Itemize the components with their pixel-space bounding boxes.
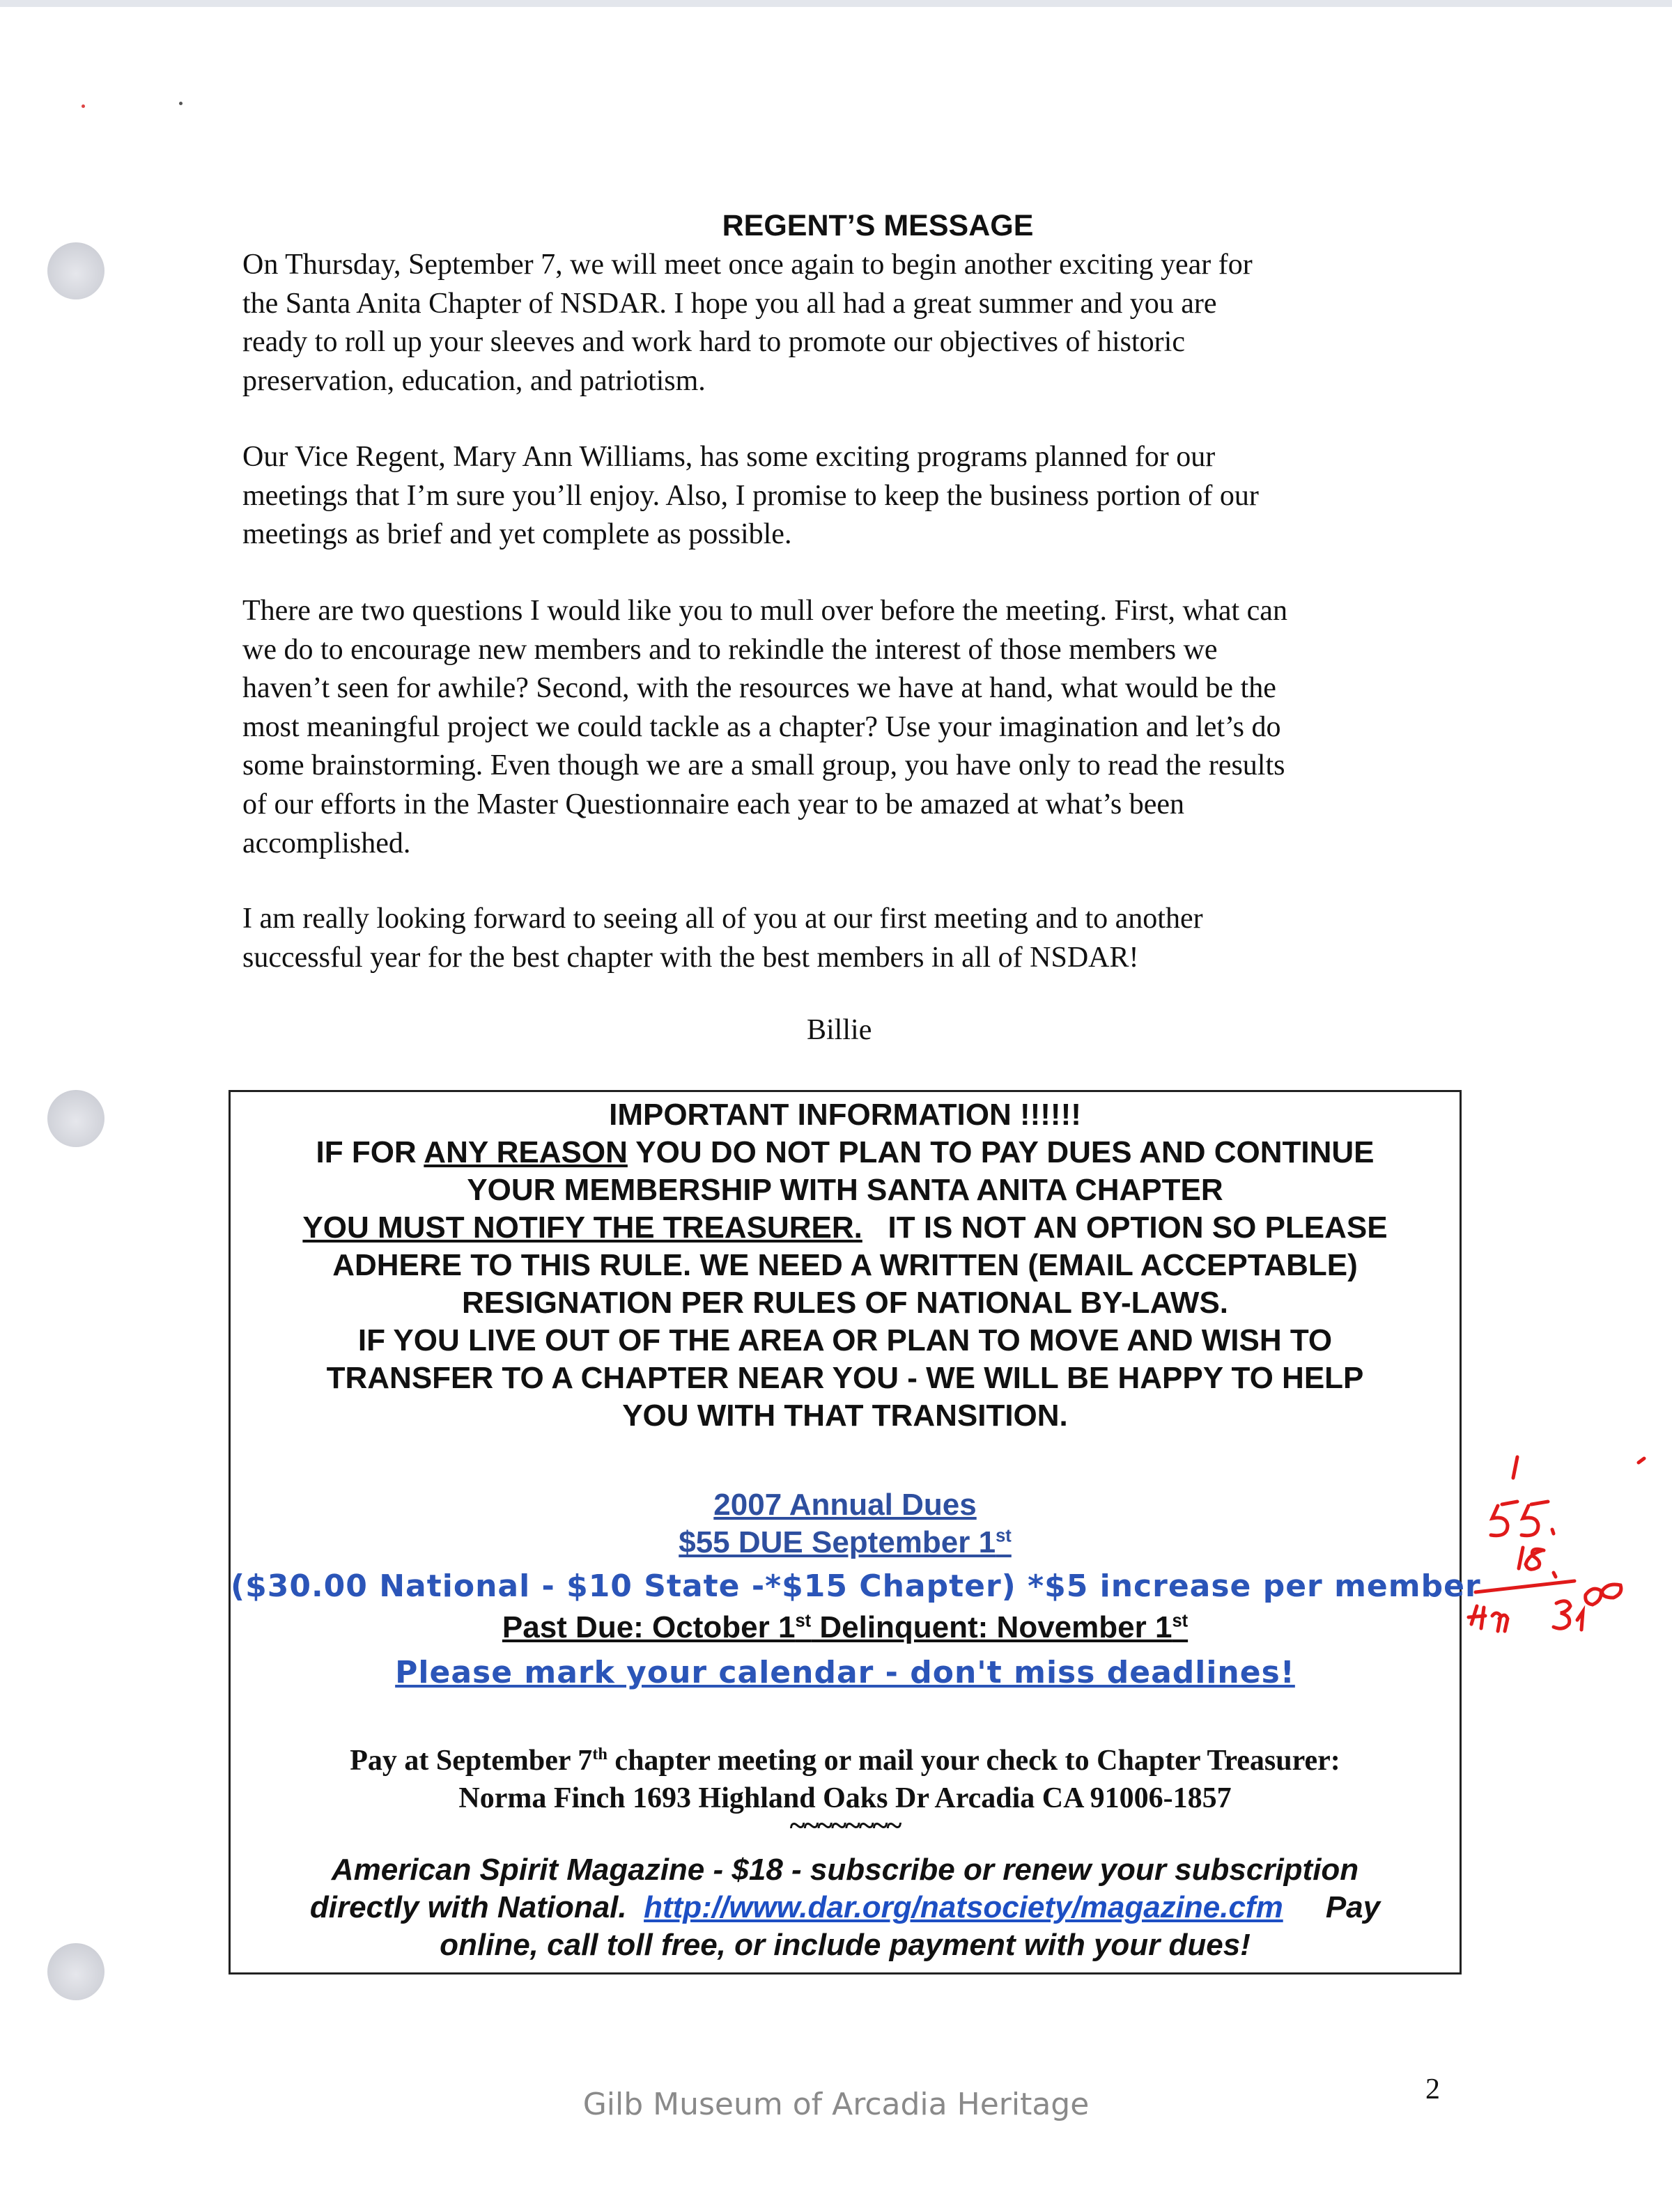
paragraph-4 [242, 900, 1455, 977]
due-text: $55 DUE September 1 [679, 1525, 996, 1559]
magazine-text: Pay [1283, 1890, 1381, 1924]
box-line: IF YOU LIVE OUT OF THE AREA OR PLAN TO MOVE AND WISH TO [357, 1323, 1333, 1357]
punch-hole-middle [47, 1090, 104, 1147]
signature: Billie [807, 1014, 872, 1046]
text-line: successful year for the best chapter with the best members in all of NSDAR! [242, 941, 1139, 974]
box-heading: IMPORTANT INFORMATION !!!!!! [609, 1098, 1081, 1132]
pay-instructions [231, 1744, 1460, 1777]
punch-hole-top [47, 242, 104, 299]
pay-text: chapter meeting or mail your check to Chapter Treasurer: [607, 1745, 1340, 1777]
page-title: REGENT’S MESSAGE [722, 209, 1034, 242]
punch-hole-bottom [47, 1943, 104, 2000]
important-info-box [229, 1090, 1481, 1975]
box-line: YOU WITH THAT TRANSITION. [622, 1399, 1068, 1433]
ordinal-suffix: st [795, 1611, 812, 1631]
magazine-text: directly with National. [309, 1890, 644, 1924]
text-line: most meaningful project we could tackle as a chapter? Use your imagination and let’s do [242, 710, 1281, 743]
text-line: Our Vice Regent, Mary Ann Williams, has some exciting programs planned for our [242, 441, 1216, 473]
box-text: IF FOR [316, 1135, 424, 1169]
treasurer-address: Norma Finch 1693 Highland Oaks Dr Arcadia CA 91006-1857 [458, 1782, 1232, 1814]
notify-treasurer-text: YOU MUST NOTIFY THE TREASURER. [302, 1210, 862, 1245]
page-number: 2 [1425, 2073, 1440, 2105]
ordinal-suffix: st [996, 1526, 1012, 1546]
scan-speck [82, 104, 85, 108]
magazine-line: online, call toll free, or include payment with your dues! [440, 1928, 1251, 1962]
pay-text: Pay at September 7 [350, 1745, 593, 1777]
dues-title: 2007 Annual Dues [713, 1488, 977, 1522]
delinquent-text: Delinquent: November 1 [811, 1610, 1172, 1644]
separator: ~~~~~~~~ [789, 1810, 901, 1842]
box-line: YOUR MEMBERSHIP WITH SANTA ANITA CHAPTER [467, 1173, 1223, 1207]
handwritten-annotation [1456, 1449, 1665, 1672]
text-line: There are two questions I would like you to mull over before the meeting. First, what can [242, 595, 1287, 627]
magazine-link[interactable]: http://www.dar.org/natsociety/magazine.cfm [644, 1890, 1283, 1924]
box-line: RESIGNATION PER RULES OF NATIONAL BY-LAWS. [461, 1286, 1229, 1320]
text-line: On Thursday, September 7, we will meet once again to begin another exciting year for [242, 249, 1253, 281]
scan-speck [179, 102, 183, 105]
text-line: of our efforts in the Master Questionnaire each year to be amazed at what’s been [242, 788, 1185, 820]
dues-breakdown: ($30.00 National - $10 State -*$15 Chapter) *$5 increase per member [231, 1568, 1481, 1604]
paragraph-3 [242, 592, 1455, 863]
magazine-line [231, 1890, 1460, 1925]
text-line: we do to encourage new members and to rekindle the interest of those members we [242, 633, 1218, 666]
text-line: ready to roll up your sleeves and work hard to promote our objectives of historic [242, 326, 1185, 359]
any-reason-text: ANY REASON [424, 1135, 628, 1169]
ordinal-suffix: th [592, 1745, 607, 1763]
box-line [231, 1210, 1460, 1245]
text-line: haven’t seen for awhile? Second, with the resources we have at hand, what would be the [242, 672, 1276, 705]
text-line: preservation, education, and patriotism. [242, 364, 706, 397]
dues-due-date [231, 1525, 1460, 1560]
box-line: ADHERE TO THIS RULE. WE NEED A WRITTEN (EMAIL ACCEPTABLE) [332, 1248, 1358, 1282]
text-line: meetings that I’m sure you’ll enjoy. Also, I promise to keep the business portion of our [242, 479, 1259, 512]
past-due-line [231, 1610, 1460, 1645]
paragraph-2 [242, 438, 1455, 554]
box-text: YOU DO NOT PLAN TO PAY DUES AND CONTINUE [627, 1135, 1375, 1169]
magazine-line: American Spirit Magazine - $18 - subscribe or renew your subscription [331, 1853, 1359, 1887]
footer-watermark: Gilb Museum of Arcadia Heritage [582, 2087, 1090, 2122]
ordinal-suffix: st [1172, 1611, 1189, 1631]
box-line: TRANSFER TO A CHAPTER NEAR YOU - WE WILL BE HAPPY TO HELP [326, 1361, 1364, 1395]
text-line: accomplished. [242, 827, 411, 859]
box-text: IT IS NOT AN OPTION SO PLEASE [862, 1210, 1388, 1245]
paragraph-1 [242, 246, 1455, 400]
text-line: the Santa Anita Chapter of NSDAR. I hope you all had a great summer and you are [242, 287, 1217, 320]
scan-top-edge [0, 0, 1672, 7]
text-line: meetings as brief and yet complete as possible. [242, 518, 792, 551]
past-due-text: Past Due: October 1 [502, 1610, 796, 1644]
text-line: some brainstorming. Even though we are a small group, you have only to read the results [242, 749, 1285, 782]
deadline-reminder: Please mark your calendar - don't miss deadlines! [395, 1655, 1295, 1690]
text-line: I am really looking forward to seeing all of you at our first meeting and to another [242, 903, 1203, 935]
box-line [231, 1135, 1460, 1170]
